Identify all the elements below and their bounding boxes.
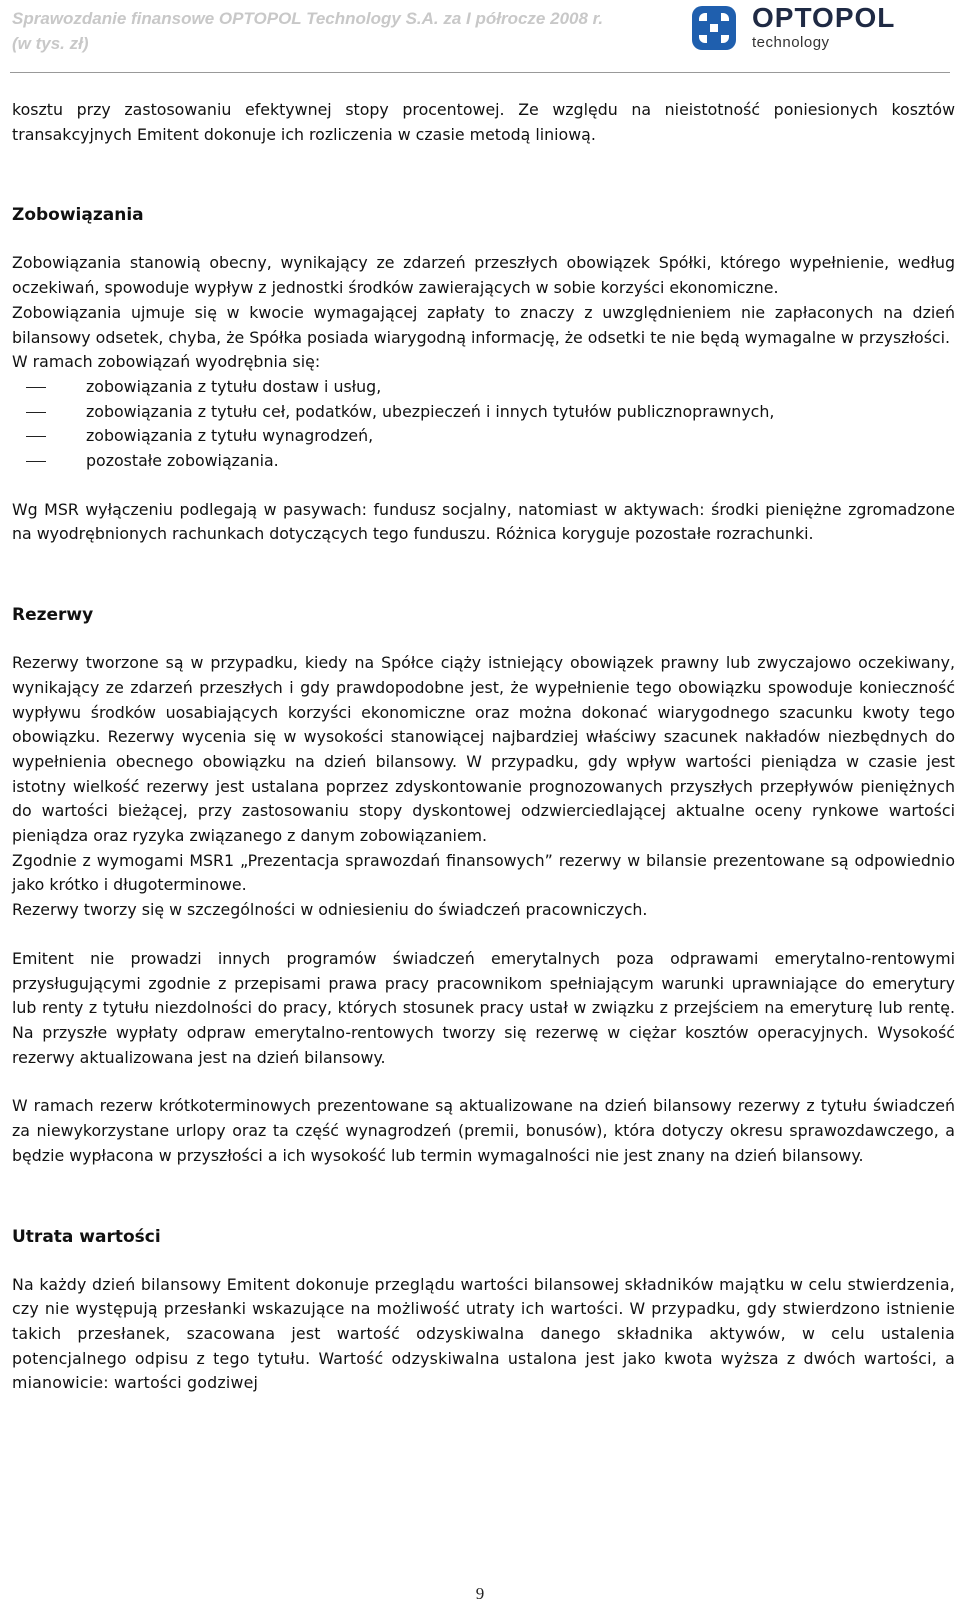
section-heading-zobowiazania: Zobowiązania — [12, 205, 144, 226]
rezerwy-paragraph-1: Rezerwy tworzone są w przypadku, kiedy na Spółce ciąży istniejący obowiązek prawny lub zwyczajowo oczekiwany, wynikający ze zdarzeń przeszłych i gdy prawdopodobne jest, że wypełnienie tego obowiązku spowoduje konieczność wypływu środków uosabiających korzyści ekonomiczne oraz można dokonać wiarygodnego szacunku kwoty tego obowiązku. Rezerwy wycenia się w wysokości stanowiącej najbardziej właściwy szacunek nakładów niezbędnych do wypełnienia obecnego obowiązku na dzień bilansowy. W przypadku, gdy wpływ wartości pieniądza w czasie jest istotny wielkość rezerwy jest ustalana poprzez zdyskontowanie prognozowanych przyszłych przepływów pieniężnych do wartości bieżącej, przy zastosowaniu stopy dyskontowej odzwierciedlającej aktualne oceny rynkowe wartości pieniądza oraz ryzyka związanego z danym zobowiązaniem. — [12, 653, 955, 846]
page-header — [0, 0, 960, 74]
optopol-logo-icon — [690, 4, 738, 52]
rezerwy-paragraph-4: Emitent nie prowadzi innych programów świadczeń emerytalnych poza odprawami emerytalno-rentowymi przysługującymi zgodnie z przepisami prawa pracy pracownikom spełniającym warunki uprawniające do emerytury lub renty z tytułu niezdolności do pracy, których stosunek pracy ustał w związku z przejściem na emeryturę lub rentę. Na przyszłe wypłaty odpraw emerytalno-rentowych tworzy się rezerwę w ciężar kosztów operacyjnych. Wysokość rezerwy aktualizowana jest na dzień bilansowy. — [12, 948, 955, 1067]
zobowiazania-list-intro: W ramach zobowiązań wyodrębnia się: — [12, 352, 321, 372]
document-body — [12, 98, 955, 1396]
rezerwy-paragraph-2: Zgodnie z wymogami MSR1 „Prezentacja sprawozdań finansowych” rezerwy w bilansie prezentowane są odpowiednio jako krótko i długoterminowe. — [12, 850, 955, 895]
zobowiazania-paragraph-3: Wg MSR wyłączeniu podlegają w pasywach: fundusz socjalny, natomiast w aktywach: środki pieniężne zgromadzone na wyodrębnionych rachunkach dotyczących tego funduszu. Różnica koryguje pozostałe rozrachunki. — [12, 499, 955, 544]
report-title — [12, 6, 652, 56]
zobowiazania-paragraph-2: Zobowiązania ujmuje się w kwocie wymagającej zapłaty to znaczy z uwzględnieniem nie zapłaconych na dzień bilansowy odsetek, chyba, że Spółka posiada wiarygodną informację, że odsetki te nie będą wymagalne w przyszłości. — [12, 302, 955, 347]
rezerwy-paragraph-3: Rezerwy tworzy się w szczególności w odniesieniu do świadczeń pracowniczych. — [12, 900, 648, 920]
zobowiazania-paragraph-1: Zobowiązania stanowią obecny, wynikający ze zdarzeń przeszłych obowiązek Spółki, którego wypełnienie, według oczekiwań, spowoduje wypływ z jednostki środków zawierających w sobie korzyści ekonomiczne. — [12, 253, 955, 298]
list-item: pozostałe zobowiązania. — [12, 449, 955, 474]
rezerwy-paragraph-5: W ramach rezerw krótkoterminowych prezentowane są aktualizowane na dzień bilansowy rezerwy z tytułu świadczeń za niewykorzystane urlopy oraz ta część wynagrodzeń (premii, bonusów), która dotyczy okresu sprawozdawczego, a będzie wypłacona w przyszłości a ich wysokość lub termin wymagalności nie jest znany na dzień bilansowy. — [12, 1096, 955, 1165]
intro-paragraph: kosztu przy zastosowaniu efektywnej stopy procentowej. Ze względu na nieistotność poniesionych kosztów transakcyjnych Emitent dokonuje ich rozliczenia w czasie metodą liniową. — [12, 100, 955, 144]
section-heading-rezerwy: Rezerwy — [12, 605, 94, 626]
zobowiazania-list — [12, 375, 955, 474]
report-title-line1: Sprawozdanie finansowe OPTOPOL Technology S.A. za I półrocze 2008 r. — [12, 9, 604, 28]
utrata-paragraph-1: Na każdy dzień bilansowy Emitent dokonuje przeglądu wartości bilansowej składników majątku w celu stwierdzenia, czy nie występują przesłanki wskazujące na możliwość utraty ich wartości. W przypadku, gdy stwierdzono istnienie takich przesłanek, szacowana jest wartość odzyskiwalna danego składnika aktywów, w celu ustalenia potencjalnego odpisu z tego tytułu. Wartość odzyskiwalna ustalona jest jako kwota wyższa z dwóch wartości, a mianowicie: wartości godziwej — [12, 1274, 955, 1393]
section-heading-utrata-wartosci: Utrata wartości — [12, 1226, 161, 1247]
header-divider — [10, 72, 950, 73]
logo-subtitle: technology — [752, 34, 830, 51]
list-item: zobowiązania z tytułu dostaw i usług, — [12, 375, 955, 400]
page-number: 9 — [475, 1584, 485, 1603]
logo-name: OPTOPOL — [752, 2, 896, 33]
list-item: zobowiązania z tytułu wynagrodzeń, — [12, 424, 955, 449]
company-logo — [690, 2, 950, 56]
report-title-line2: (w tys. zł) — [12, 34, 89, 53]
list-item: zobowiązania z tytułu ceł, podatków, ubezpieczeń i innych tytułów publicznoprawnych, — [12, 400, 955, 425]
